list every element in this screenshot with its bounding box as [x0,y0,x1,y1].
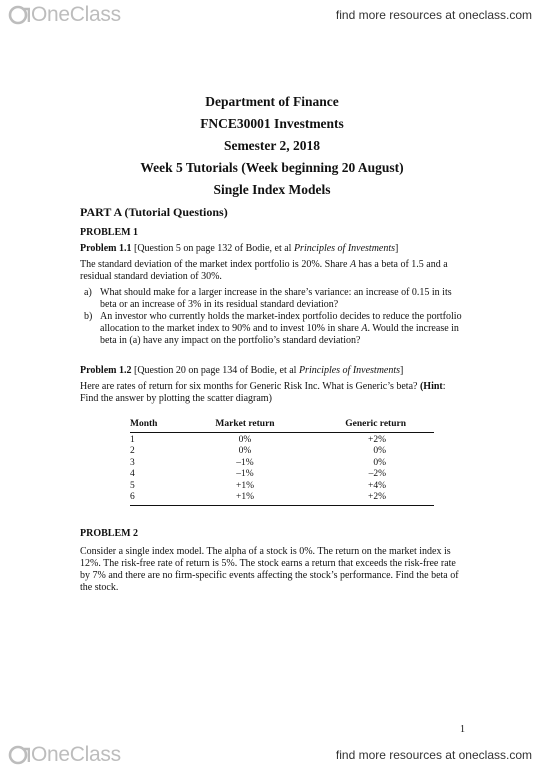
table-cell: 3 [130,457,135,468]
table-cell: –1% [236,457,254,468]
table-row [130,492,434,505]
week-title: Week 5 Tutorials (Week beginning 20 August) [140,160,404,175]
oneclass-logo-icon [8,744,30,766]
question-text: An investor who currently holds the market-index portfolio decides to reduce the portfolio allocation to the market index to 90% and to invest 10% in share [100,311,462,334]
share-name: A [349,259,357,270]
logo-text: OneClass [31,3,121,26]
hint-text: : Find the answer by plotting the scatter diagram) [80,381,446,404]
problem-1-2-label: Problem 1.2 [80,365,132,376]
question-text: What should make for a larger increase in the share’s variance: an increase of 0.15 in its beta or an increase of 3% in its residual standard deviation? [100,287,452,310]
resources-link[interactable]: find more resources at oneclass.com [335,8,532,22]
column-header: Market return [215,419,275,429]
table-cell: +1% [235,480,255,491]
ref-close: ] [395,243,399,254]
table-cell: 2 [130,446,135,456]
table-cell: 6 [130,492,135,502]
bottom-banner [0,740,544,770]
hint-label: (Hint [419,381,443,392]
table-header-row [130,419,434,432]
problem-1-1-text [80,259,464,283]
table-cell: 0% [373,457,386,468]
table-cell: +1% [235,492,255,502]
text-span: has a beta of 1.5 and a residual standard deviation of 30%. [80,259,448,282]
ref-text: [Question 5 on page 132 of Bodie, et al [131,243,294,254]
problem-1-2-text [80,381,464,405]
table-cell: 5 [130,480,135,491]
question-text: . Would the increase in beta in (a) have any impact on the portfolio’s standard deviation? [100,323,459,346]
text-span: The standard deviation of the market index portfolio is 20%. Share [80,259,350,270]
problem-2-text: Consider a single index model. The alpha of a stock is 0%. The return on the market index is 12%. The risk-free rate of return is 5%. The stock earns a return that exceeds the risk-free rate by 7% and there are no firm-specific events affecting the stock’s performance. Find the beta of the stock. [80,545,459,593]
oneclass-logo-icon [8,4,30,26]
book-title: Principles of Investments [293,243,396,254]
list-marker: a) [84,287,92,298]
question-b [80,311,464,347]
page-number: 1 [460,724,465,735]
table-cell: 1 [130,434,135,445]
table-cell: 0% [238,434,252,445]
table-cell: –2% [368,469,386,479]
text-span: Here are rates of return for six months for Generic Risk Inc. What is Generic’s beta? [80,381,420,392]
table-row [130,469,434,481]
column-header: Generic return [345,419,406,429]
table-row [130,458,434,470]
question-a [80,287,464,311]
ref-text: [Question 20 on page 134 of Bodie, et al [131,365,299,376]
table-cell: +4% [367,480,386,491]
resources-link[interactable]: find more resources at oneclass.com [335,748,532,762]
top-banner [0,0,544,30]
book-title: Principles of Investments [298,365,401,376]
returns-table [130,419,434,506]
table-row [130,481,434,493]
table-cell: 4 [130,469,135,479]
table-cell: +2% [367,492,386,502]
table-cell: +2% [367,434,386,445]
share-name: A [361,323,368,334]
column-header: Month [130,419,158,429]
document-page [80,94,464,594]
problem-1-heading: PROBLEM 1 [80,227,139,238]
problem-1-1-questions [80,287,464,347]
table-row [130,432,434,446]
problem-1-1-label: Problem 1.1 [80,243,132,254]
list-marker: b) [84,311,93,322]
semester-title: Semester 2, 2018 [223,138,321,153]
topic-title: Single Index Models [213,182,331,197]
logo-text: OneClass [31,743,121,766]
part-a-heading: PART A (Tutorial Questions) [80,205,228,219]
ref-close: ] [400,365,404,376]
table-cell: –1% [236,469,254,479]
table-cell: 0% [373,446,386,456]
table-row [130,446,434,458]
problem-1-2-reference [80,365,464,377]
problem-1-1-reference [80,243,464,255]
oneclass-logo[interactable] [8,3,121,27]
problem-2-heading: PROBLEM 2 [80,527,139,539]
oneclass-logo[interactable] [8,743,121,767]
course-title: FNCE30001 Investments [200,116,344,131]
table-cell: 0% [238,446,252,456]
department-title: Department of Finance [205,94,339,109]
